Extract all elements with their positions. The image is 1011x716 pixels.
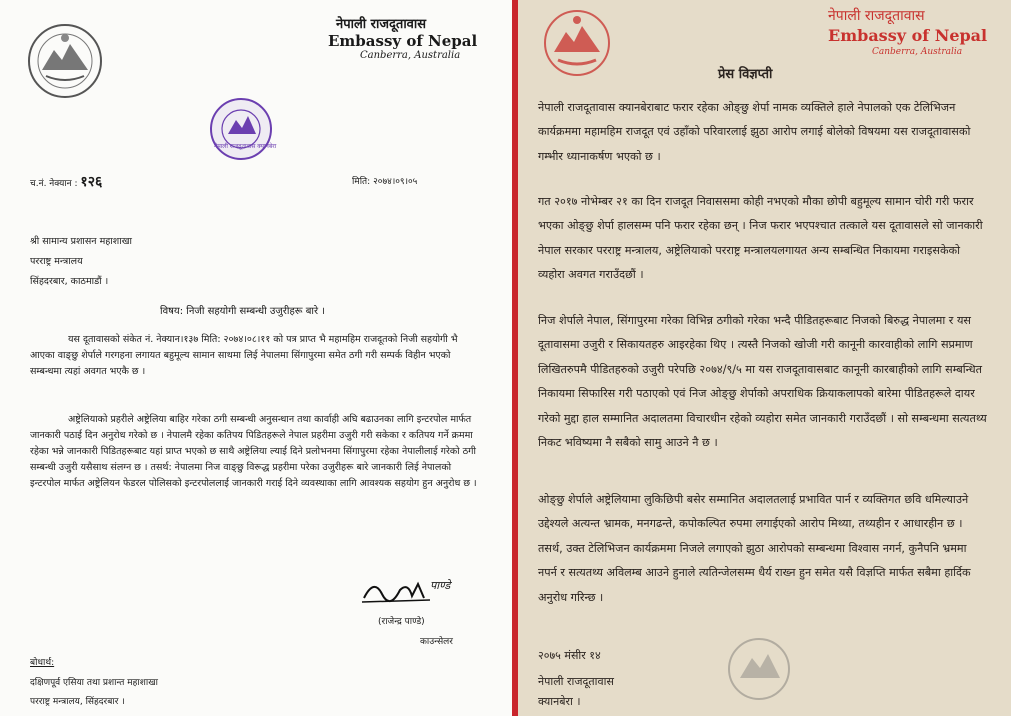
nepal-emblem-seal [26,22,104,100]
ref-label: च.नं. नेक्यान : [30,179,78,189]
embassy-name-english: Embassy of Nepal [328,32,478,50]
cc-label: बोधार्थ: [30,658,55,668]
addressee-line: सिंहदरबार, काठमाडौं । [30,276,109,287]
press-paragraph: ओङ्छु शेर्पाले अष्ट्रेलियामा लुकिछिपी बसेर सम्मानित अदालतलाई प्रभावित पार्न र व्यक्तिगत छवि धमिल्याउने उद्देश्यले अत्यन्त भ्रामक, मनगढन्ते, कपोकल्पित रुपमा लगाईएको आरोप मिथ्या, तथ्यहीन र आधारहीन छ । तसर्थ, उक्त टेलिभिजन कार्यक्रममा निजले लगाएको झुठा आरोपको सम्बन्धमा विश्वास नगर्न, कुनैपनि भ्रममा नपर्न र सत्यतथ्य अविलम्ब आउने हुनाले त्यतिन्जेलसम्म धैर्य राख्न हुन समेत यसै विज्ञप्ति मार्फत सबैमा हार्दिक अनुरोध गरिन्छ । [538,493,971,604]
press-release-title: प्रेस विज्ञप्ती [718,67,773,82]
letter-date [352,174,417,187]
date-value: २०७४।०९।०५ [373,177,418,187]
addressee-block [30,232,132,292]
embassy-city: Canberra, Australia [872,47,963,57]
press-footer [538,672,614,712]
signatory-name: (राजेन्द्र पाण्डे) [378,617,425,627]
press-paragraph: निज शेर्पाले नेपाल, सिंगापुरमा गरेका विभिन्न ठगीको गरेका भन्दै पीडितहरूबाट निजको बिरुद्ध नेपालमा र यस दूतावासमा उजुरी र सिकायतहरु आइरहेका थिए । त्यस्तै निजको खोजी गरी कानूनी कारवाहीको लागि सप्रमाण लिखितरुपमै पीडितहरुको उजुरी परेपछि २०७४/९/५ मा यस राजदूतावासबाट कानूनी कारबाहीको लागि सम्बन्धित निकायमा सिफारिस गरी पठाएको एवं निज ओङ्छु शेर्पाको अपराधिक क्रियाकलापको बारेमा पीडितहरूले दायर गरेको मुद्दा हाल सम्मानित अदालतमा विचारधीन रहेको व्यहोरा समेत जानकारी गराउँदछौं । सो सम्बन्धमा सत्यतथ्य निकट भविष्यमा नै सबैको सामु आउने नै छ । [538,314,987,450]
date-label: मिति: [352,177,371,187]
embassy-name-nepali: नेपाली राजदूतावास [336,17,427,32]
addressee-line: परराष्ट्र मन्त्रालय [30,256,83,267]
reference-number [30,172,102,191]
press-date: २०७५ मंसीर १४ [538,649,601,662]
signature-text: पाण्डे [430,579,451,592]
letter-subject: विषय: निजी सहयोगी सम्बन्धी उजुरीहरू बारे । [160,306,326,317]
press-release-page [518,0,1011,716]
ref-number: १२६ [80,174,103,190]
cc-block [30,674,158,712]
footer-line: क्यानबेरा । [538,695,581,708]
nepal-emblem-seal-red [542,8,612,78]
addressee-line: श्री सामान्य प्रशासन महाशाखा [30,236,132,247]
embassy-name-english: Embassy of Nepal [828,26,988,45]
footer-line: नेपाली राजदूतावास [538,675,614,688]
faded-stamp [726,636,792,702]
signature [360,572,470,606]
signatory-title: काउन्सेलर [420,637,453,647]
press-paragraph: नेपाली राजदूतावास क्यानबेराबाट फरार रहेका ओङ्छु शेर्पा नामक व्यक्तिले हाले नेपालको एक टेलिभिजन कार्यक्रममा महामहिम राजदूत एवं उहाँको परिवारलाई झुठा आरोप लगाई बोलेको विषयमा यस राजदूतावासको गम्भीर ध्यानाकर्षण भएको छ । [538,101,971,163]
letter-paragraph: यस दूतावासको संकेत नं. नेक्यान।१३७ मिति: २०७४।०८।११ को पत्र प्राप्त भै महामहिम राजदूतको निजी सहयोगी भै आएका वाङ्छु शेर्पाले गरगहना लगायत बहुमूल्य सामान साथमा लिई नेपालमा सिंगापुरमा समेत ठगी गरी सम्पर्क विहीन भएको सम्बन्धमा त्यहां अवगत भएकै छ । [30,334,458,377]
embassy-city: Canberra, Australia [360,50,461,61]
stamp-text: नेपाली राजदूतावास क्यानबेरा [214,143,277,150]
letter-paragraph: अष्ट्रेलियाको प्रहरीले अष्ट्रेलिया बाहिर गरेका ठगी सम्बन्धी अनुसन्धान तथा कार्वाही अघि बढाउनका लागि इन्टरपोल मार्फत जानकारी पठाई दिन अनुरोध गरेको छ । नेपालमै रहेका कतिपय पिडितहरूले नेपाल प्रहरीमा उजुरी गरी सकेका र कतिपय गर्ने क्रममा रहेका भन्ने जानकारी पिडितहरूबाट यहां प्राप्त भएको छ साथै अष्ट्रेलिया ल्याई दिने प्रलोभनमा सिंगापुरमा रहेका नेपालीलाई गरेको ठगी सम्बन्धी उजुरी यसैसाथ संलग्न छ । तसर्थ: नेपालमा निज वाङ्छु विरूद्ध प्रहरीमा परेका उजुरीहरू बारे जानकारी लिई नेपालको इन्टरपोल मार्फत अष्ट्रेलियन फेडरल पोलिसको इन्टरपोललाई जानकारी गराई दिने व्यवस्थाका लागि आवश्यक सहयोग हुन अनुरोध छ । [30,414,477,489]
embassy-name-nepali: नेपाली राजदूतावास [828,8,925,24]
embassy-stamp [208,96,277,162]
cc-line: दक्षिणपूर्व एसिया तथा प्रशान्त महाशाखा [30,678,158,688]
cc-line: परराष्ट्र मन्त्रालय, सिंहदरबार । [30,697,125,707]
press-paragraph: गत २०१७ नोभेम्बर २१ का दिन राजदूत निवाससमा कोही नभएको मौका छोपी बहुमूल्य सामान चोरी गरी फरार भएका ओङ्छु शेर्पा हालसम्म पनि फरार रहेका छन् । निज फरार भएपश्चात तत्काले यस दूतावासले सो जानकारी नेपाल सरकार परराष्ट्र मन्त्रालय, अष्ट्रेलियाको परराष्ट्र मन्त्रालयलगायत अन्य सम्बन्धित निकायमा गराइसकेको व्यहोरा अवगत गराउँदछौं । [538,195,983,282]
